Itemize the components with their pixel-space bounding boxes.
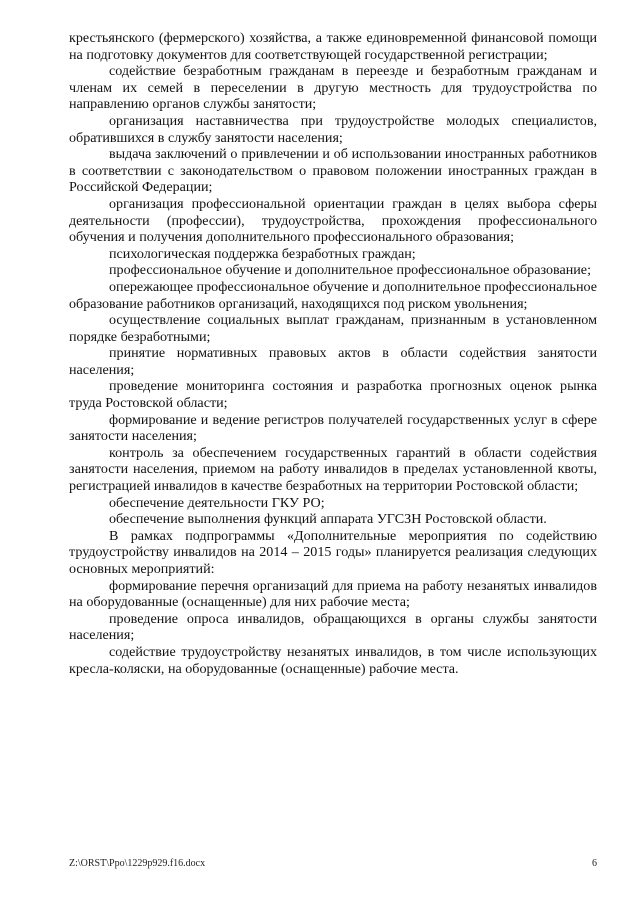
- paragraph: формирование и ведение регистров получателей государственных услуг в сфере занятости населения;: [69, 411, 597, 445]
- paragraph: проведение мониторинга состояния и разработка прогнозных оценок рынка труда Ростовской области;: [69, 378, 597, 412]
- paragraph: организация наставничества при трудоустройстве молодых специалистов, обратившихся в службу занятости населения;: [69, 112, 597, 146]
- paragraph: содействие безработным гражданам в переезде и безработным гражданам и членам их семей в переселении в другую местность для трудоустройства по направлению органов службы занятости;: [69, 63, 597, 113]
- paragraph: обеспечение деятельности ГКУ РО;: [109, 494, 325, 511]
- paragraph: профессиональное обучение и дополнительное профессиональное образование;: [109, 262, 591, 279]
- document-body: [69, 30, 597, 677]
- paragraph: формирование перечня организаций для приема на работу незанятых инвалидов на оборудованные (оснащенные) для них рабочие места;: [69, 577, 597, 611]
- paragraph: В рамках подпрограммы «Дополнительные мероприятия по содействию трудоустройству инвалидов на 2014 – 2015 годы» планируется реализация следующих основных мероприятий:: [69, 527, 597, 577]
- footer-file-path: Z:\ORST\Ppo\1229p929.f16.docx: [69, 858, 206, 869]
- paragraph: принятие нормативных правовых актов в области содействия занятости населения;: [69, 345, 597, 378]
- paragraph: выдача заключений о привлечении и об использовании иностранных работников в соответствии с законодательством о правовом положении иностранных граждан в Российской Федерации;: [69, 146, 597, 196]
- paragraph: осуществление социальных выплат гражданам, признанным в установленном порядке безработными;: [69, 312, 597, 345]
- paragraph: проведение опроса инвалидов, обращающихся в органы службы занятости населения;: [69, 610, 597, 644]
- paragraph: организация профессиональной ориентации граждан в целях выбора сферы деятельности (профессии), трудоустройства, прохождения профессионального обучения и получения дополнительного профессионального образования;: [69, 195, 597, 246]
- paragraph: психологическая поддержка безработных граждан;: [109, 245, 416, 262]
- paragraph: опережающее профессиональное обучение и дополнительное профессиональное образование работников организаций, находящихся под риском увольнения;: [69, 278, 597, 312]
- paragraph: контроль за обеспечением государственных гарантий в области содействия занятости населения, приемом на работу инвалидов в пределах установленной квоты, регистрацией инвалидов в качестве безработных на территории Ростовской области;: [69, 444, 597, 495]
- paragraph: содействие трудоустройству незанятых инвалидов, в том числе использующих кресла-коляски, на оборудованные (оснащенные) рабочие места.: [69, 643, 597, 677]
- paragraph: обеспечение выполнения функций аппарата УГСЗН Ростовской области.: [109, 511, 547, 528]
- paragraph: крестьянского (фермерского) хозяйства, а также единовременной финансовой помощи на подготовку документов для соответствующей государственной регистрации;: [69, 30, 597, 63]
- page-number: 6: [592, 858, 597, 869]
